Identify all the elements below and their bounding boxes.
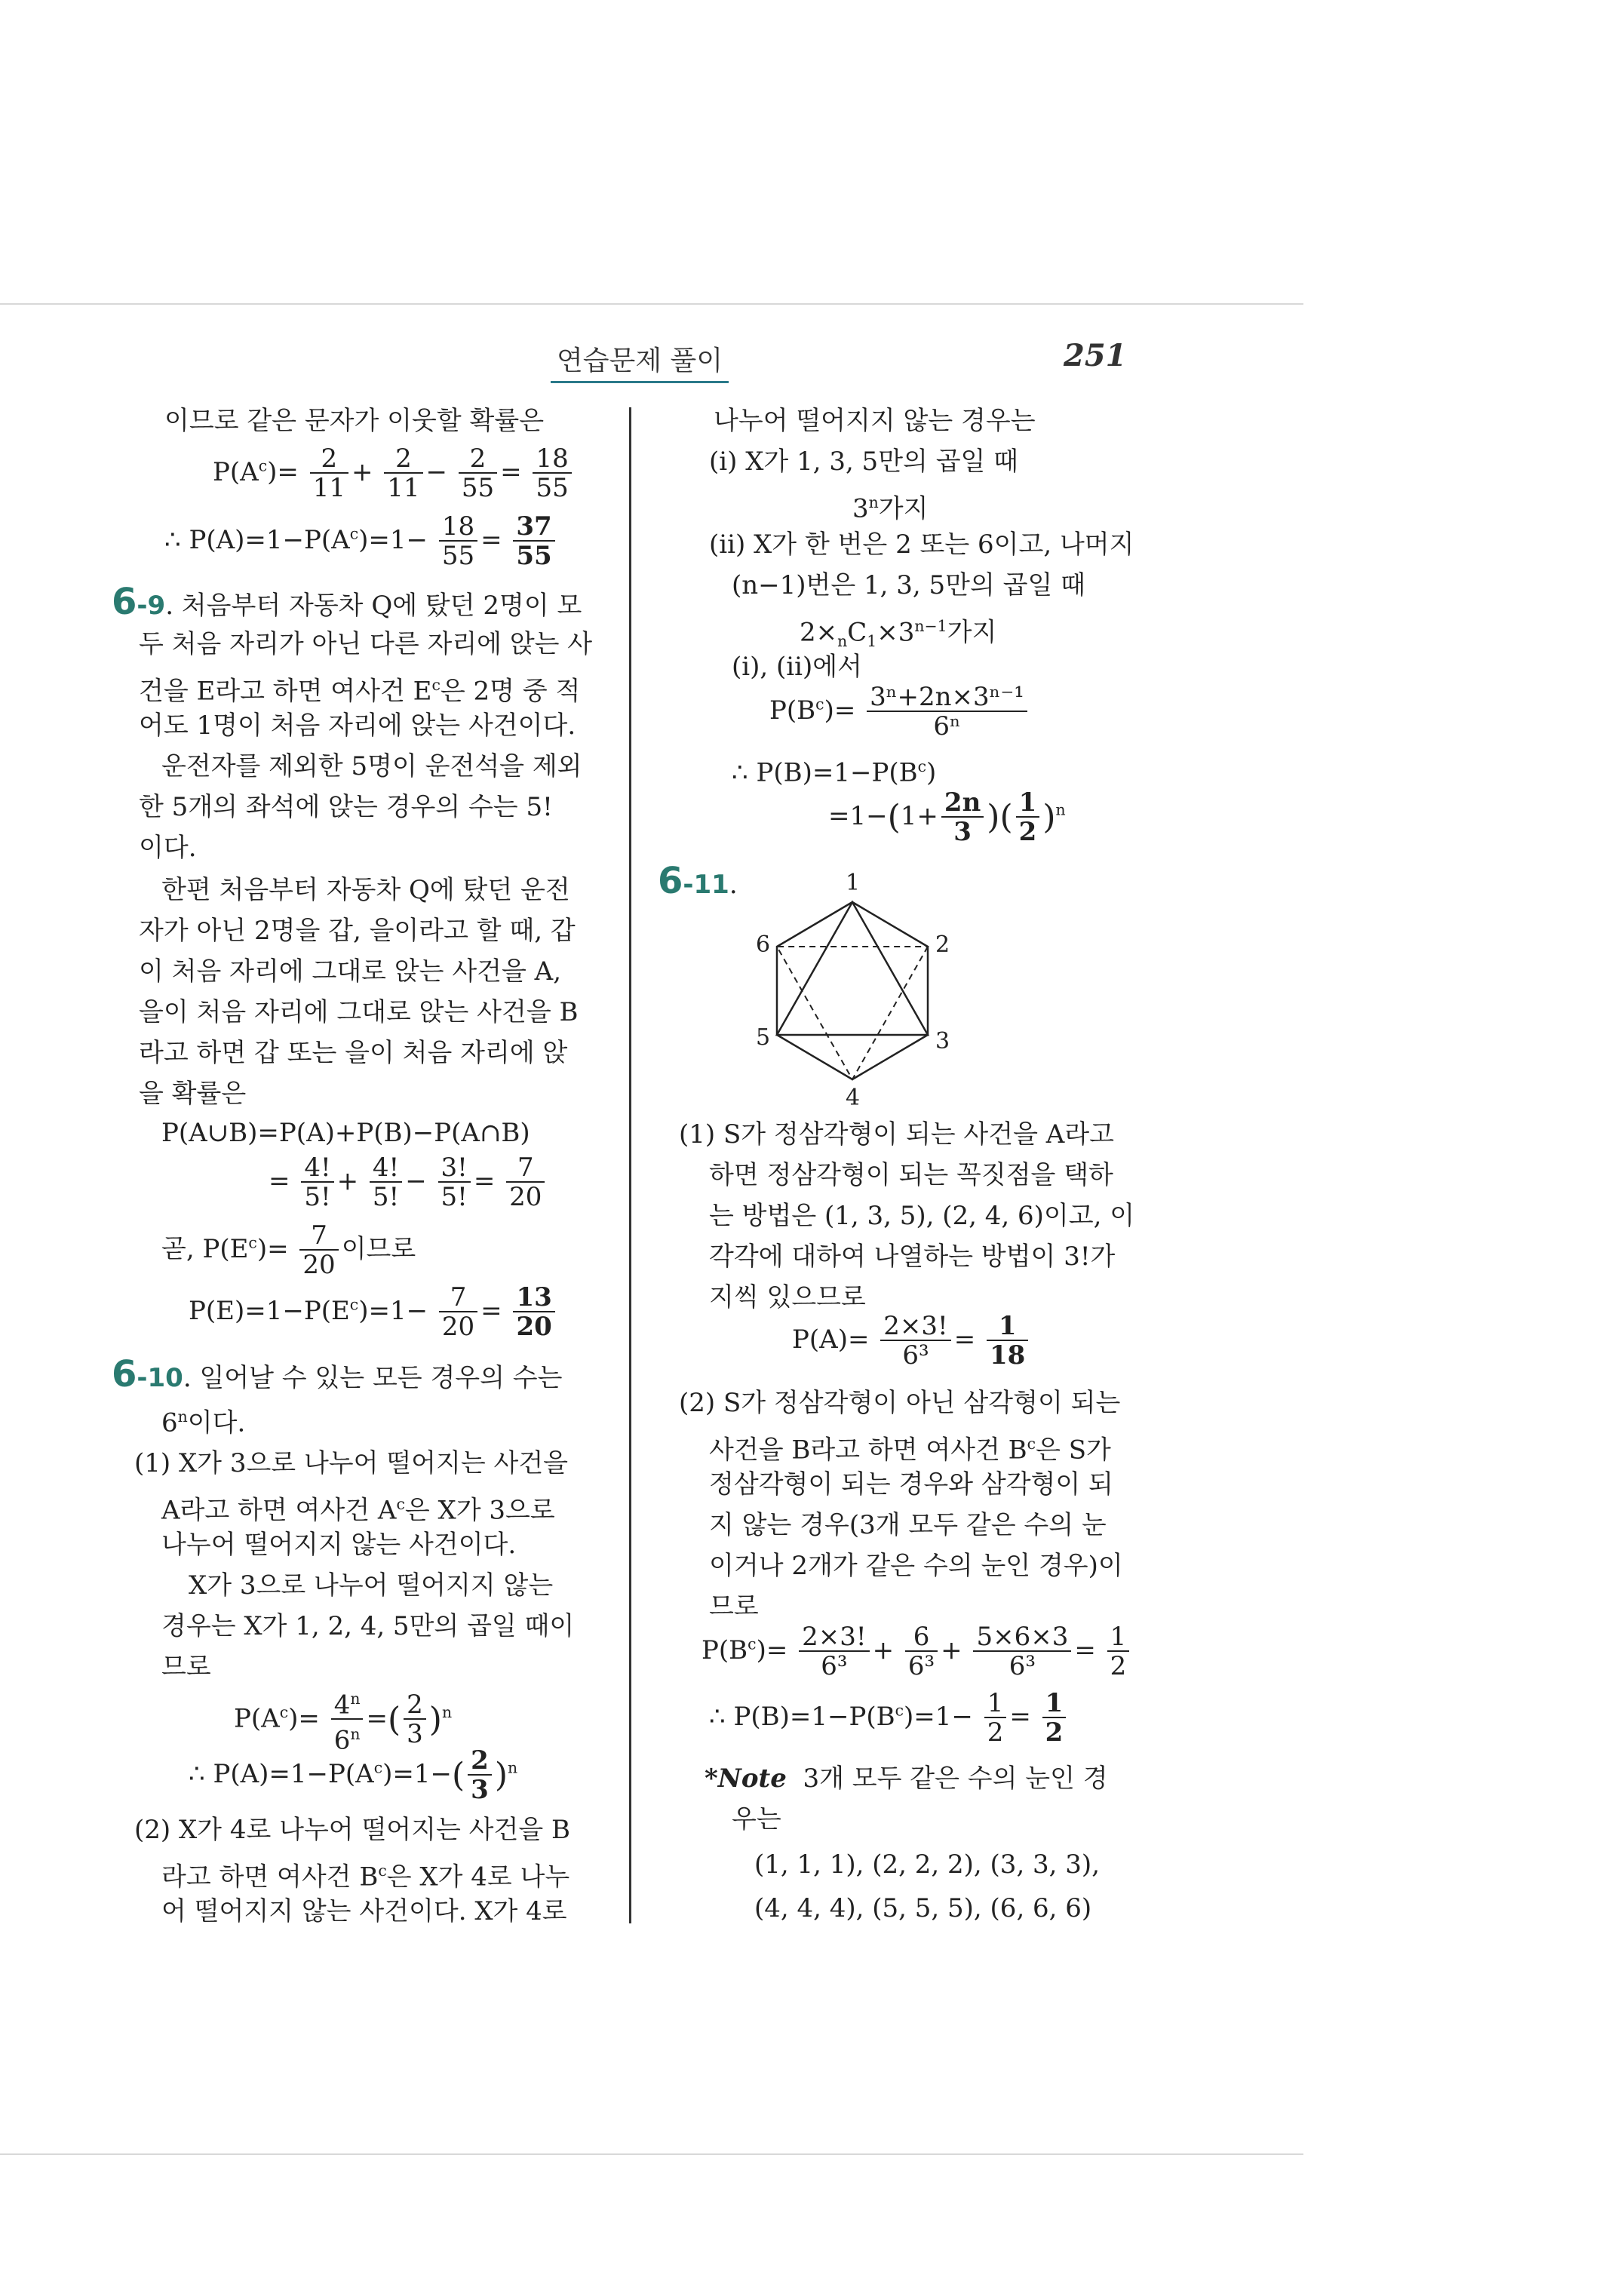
top-rule (0, 303, 1303, 305)
r-line: $2\times_nC_1\times 3^{n-1}$가지 (800, 617, 997, 651)
eq-union: P(A∪B)=P(A)+P(B)−P(A∩B) (161, 1118, 530, 1148)
triangle-2-4-6 (777, 947, 928, 1079)
p69-line: 운전자를 제외한 5명이 운전석을 제외 (161, 751, 582, 781)
p610-line: A라고 하면 여사건 $A^c$은 X가 3으로 (161, 1495, 555, 1526)
r-line: 나누어 떨어지지 않는 경우는 (714, 406, 1036, 436)
page-number: 251 (1064, 338, 1127, 373)
problem-number-6-10: 6-10 (112, 1353, 183, 1395)
note-line: *Note 3개 모두 같은 수의 눈인 경 (705, 1763, 1108, 1794)
vertex-label-5: 5 (756, 1024, 771, 1051)
p69-line: 건을 E라고 하면 여사건 $E^c$은 2명 중 적 (139, 676, 581, 707)
vertex-label-3: 3 (935, 1028, 950, 1054)
p69-line: 이 처음 자리에 그대로 앉는 사건을 A, (139, 956, 562, 987)
q2-line: 사건을 B라고 하면 여사건 $B^c$은 S가 (709, 1435, 1111, 1466)
eq-pbc-611: $P(B^c)=$ $\frac{2\times 3!}{\text{6³}}$ + $\frac{6}{\text{6³}}$ + $\frac{5\times 6\times 3}{\text{6³}}$ = $\frac{1}{2}$ (701, 1623, 1132, 1681)
problem-number-6-11: 6-11 (658, 860, 729, 902)
note-line: 우는 (732, 1804, 781, 1834)
p610-line: 라고 하면 여사건 $B^c$은 X가 4로 나누 (161, 1862, 570, 1892)
q2-line: 지 않는 경우(3개 모두 같은 수의 눈 (709, 1510, 1107, 1540)
bottom-rule (0, 2153, 1303, 2155)
vertex-label-6: 6 (756, 932, 771, 958)
p69-line: 을이 처음 자리에 그대로 앉는 사건을 B (139, 997, 579, 1027)
p610-line: (2) X가 4로 나누어 떨어지는 사건을 B (134, 1815, 570, 1845)
p69-line: 을 확률은 (139, 1079, 247, 1109)
p69-line: 한편 처음부터 자동차 Q에 탔던 운전 (161, 875, 570, 905)
eq-pbc: $P(B^c)=$ $\frac{\text{3ⁿ+2n×3ⁿ⁻¹}}{\text{6ⁿ}}$ (769, 683, 1030, 741)
note-line: (1, 1, 1), (2, 2, 2), (3, 3, 3), (754, 1849, 1101, 1880)
p610-line: 나누어 떨어지지 않는 사건이다. (161, 1530, 517, 1560)
eq-pec: 곧, $P(E^c)=$ $\frac{7}{20}$ 이므로 (161, 1220, 416, 1280)
intro-line: 이므로 같은 문자가 이웃할 확률은 (164, 406, 545, 436)
problem-number-6-9: 6-9 (112, 581, 166, 623)
hexagon-diagram (747, 860, 973, 1109)
q1-line: (1) S가 정삼각형이 되는 사건을 A라고 (679, 1119, 1115, 1150)
eq-pe: $P(E)=1-P(E^c)=1-$ $\frac{7}{20}$ = $\frac{13}{20}$ (189, 1284, 558, 1341)
vertex-label-2: 2 (935, 932, 950, 958)
q1-line: 지씩 있으므로 (709, 1282, 866, 1312)
column-separator (629, 407, 631, 1923)
p610-line: 어 떨어지지 않는 사건이다. X가 4로 (161, 1896, 567, 1926)
note-line: (4, 4, 4), (5, 5, 5), (6, 6, 6) (754, 1893, 1092, 1923)
triangle-1-3-5 (777, 902, 928, 1035)
p69-line: 이다. (139, 833, 197, 863)
eq-pb-1: ∴ $P(B)=1-P(B^c)$ (732, 757, 937, 788)
page-title: 연습문제 풀이 (551, 339, 729, 383)
vertex-label-1: 1 (846, 870, 861, 896)
q2-line: 이거나 2개가 같은 수의 눈인 경우)이 (709, 1551, 1123, 1581)
q2-line: 므로 (709, 1592, 759, 1622)
problem-6-11-heading: 6-11. (658, 860, 738, 902)
p69-line: 어도 1명이 처음 자리에 앉는 사건이다. (139, 711, 576, 741)
problem-6-9-line-1: 6-9. 처음부터 자동차 Q에 탔던 2명이 모 (112, 581, 582, 623)
eq-pac: $P(A^c)=$ $\frac{2}{11}$ + $\frac{2}{11}$ − $\frac{2}{55}$ = $\frac{18}{55}$ (213, 445, 575, 502)
p69-line: 한 5개의 좌석에 앉는 경우의 수는 5! (139, 792, 553, 822)
r-line: (ⅱ) X가 한 번은 2 또는 6이고, 나머지 (709, 530, 1134, 560)
eq-pac-610: $P(A^c)=$ $\frac{4^n}{6^n}$ =( $\frac{2}{3}$ )$^n$ (234, 1685, 452, 1755)
eq-pb-2: =1−(1+ $\frac{2n}{3}$ )( $\frac{1}{2}$ )$^n$ (828, 787, 1066, 847)
r-line: 3$^n$가지 (852, 493, 929, 524)
p610-line: 경우는 X가 1, 2, 4, 5만의 곱일 때이 (161, 1611, 575, 1641)
vertex-label-4: 4 (846, 1085, 861, 1109)
q1-line: 는 방법은 (1, 3, 5), (2, 4, 6)이고, 이 (709, 1201, 1135, 1231)
eq-pa-611: P(A)= $\frac{2\times 3!}{\text{6³}}$ = $\frac{1}{18}$ (792, 1312, 1031, 1370)
q1-line: 각각에 대하여 나열하는 방법이 3!가 (709, 1242, 1116, 1272)
q2-line: 정삼각형이 되는 경우와 삼각형이 되 (709, 1469, 1113, 1500)
p69-line: 두 처음 자리가 아닌 다른 자리에 앉는 사 (139, 629, 593, 659)
q2-line: (2) S가 정삼각형이 아닌 삼각형이 되는 (679, 1388, 1121, 1418)
p610-line: 6$^n$이다. (161, 1407, 246, 1438)
note-label: *Note (705, 1763, 787, 1794)
problem-6-10-line-1: 6-10. 일어날 수 있는 모든 경우의 수는 (112, 1353, 563, 1395)
eq-pa: ∴ $P(A)=1-P(A^c)=1-$ $\frac{18}{55}$ = $\frac{37}{55}$ (164, 513, 558, 570)
p69-line: 라고 하면 갑 또는 을이 처음 자리에 앉 (139, 1038, 568, 1068)
p610-line: (1) X가 3으로 나누어 떨어지는 사건을 (134, 1448, 569, 1478)
p610-line: 므로 (161, 1652, 211, 1682)
eq-pb-611: ∴ $P(B)=1-P(B^c)=1-$ $\frac{1}{2}$ = $\frac{1}{2}$ (709, 1690, 1069, 1747)
p69-line: 자가 아닌 2명을 갑, 을이라고 할 때, 갑 (139, 916, 576, 946)
eq-pa-610: ∴ $P(A)=1-P(A^c)=1-$( $\frac{2}{3}$ )$^n$ (189, 1745, 518, 1805)
r-line: (n−1)번은 1, 3, 5만의 곱일 때 (732, 570, 1086, 600)
q1-line: 하면 정삼각형이 되는 꼭짓점을 택하 (709, 1160, 1113, 1190)
r-line: (ⅰ) X가 1, 3, 5만의 곱일 때 (709, 447, 1019, 477)
r-line: (ⅰ), (ⅱ)에서 (732, 652, 862, 682)
hexagon (777, 902, 928, 1079)
p610-line: X가 3으로 나누어 떨어지지 않는 (189, 1570, 554, 1601)
eq-union-fractions: = $\frac{4!}{5!}$ + $\frac{4!}{5!}$ − $\frac{3!}{5!}$ = $\frac{7}{20}$ (269, 1154, 548, 1211)
